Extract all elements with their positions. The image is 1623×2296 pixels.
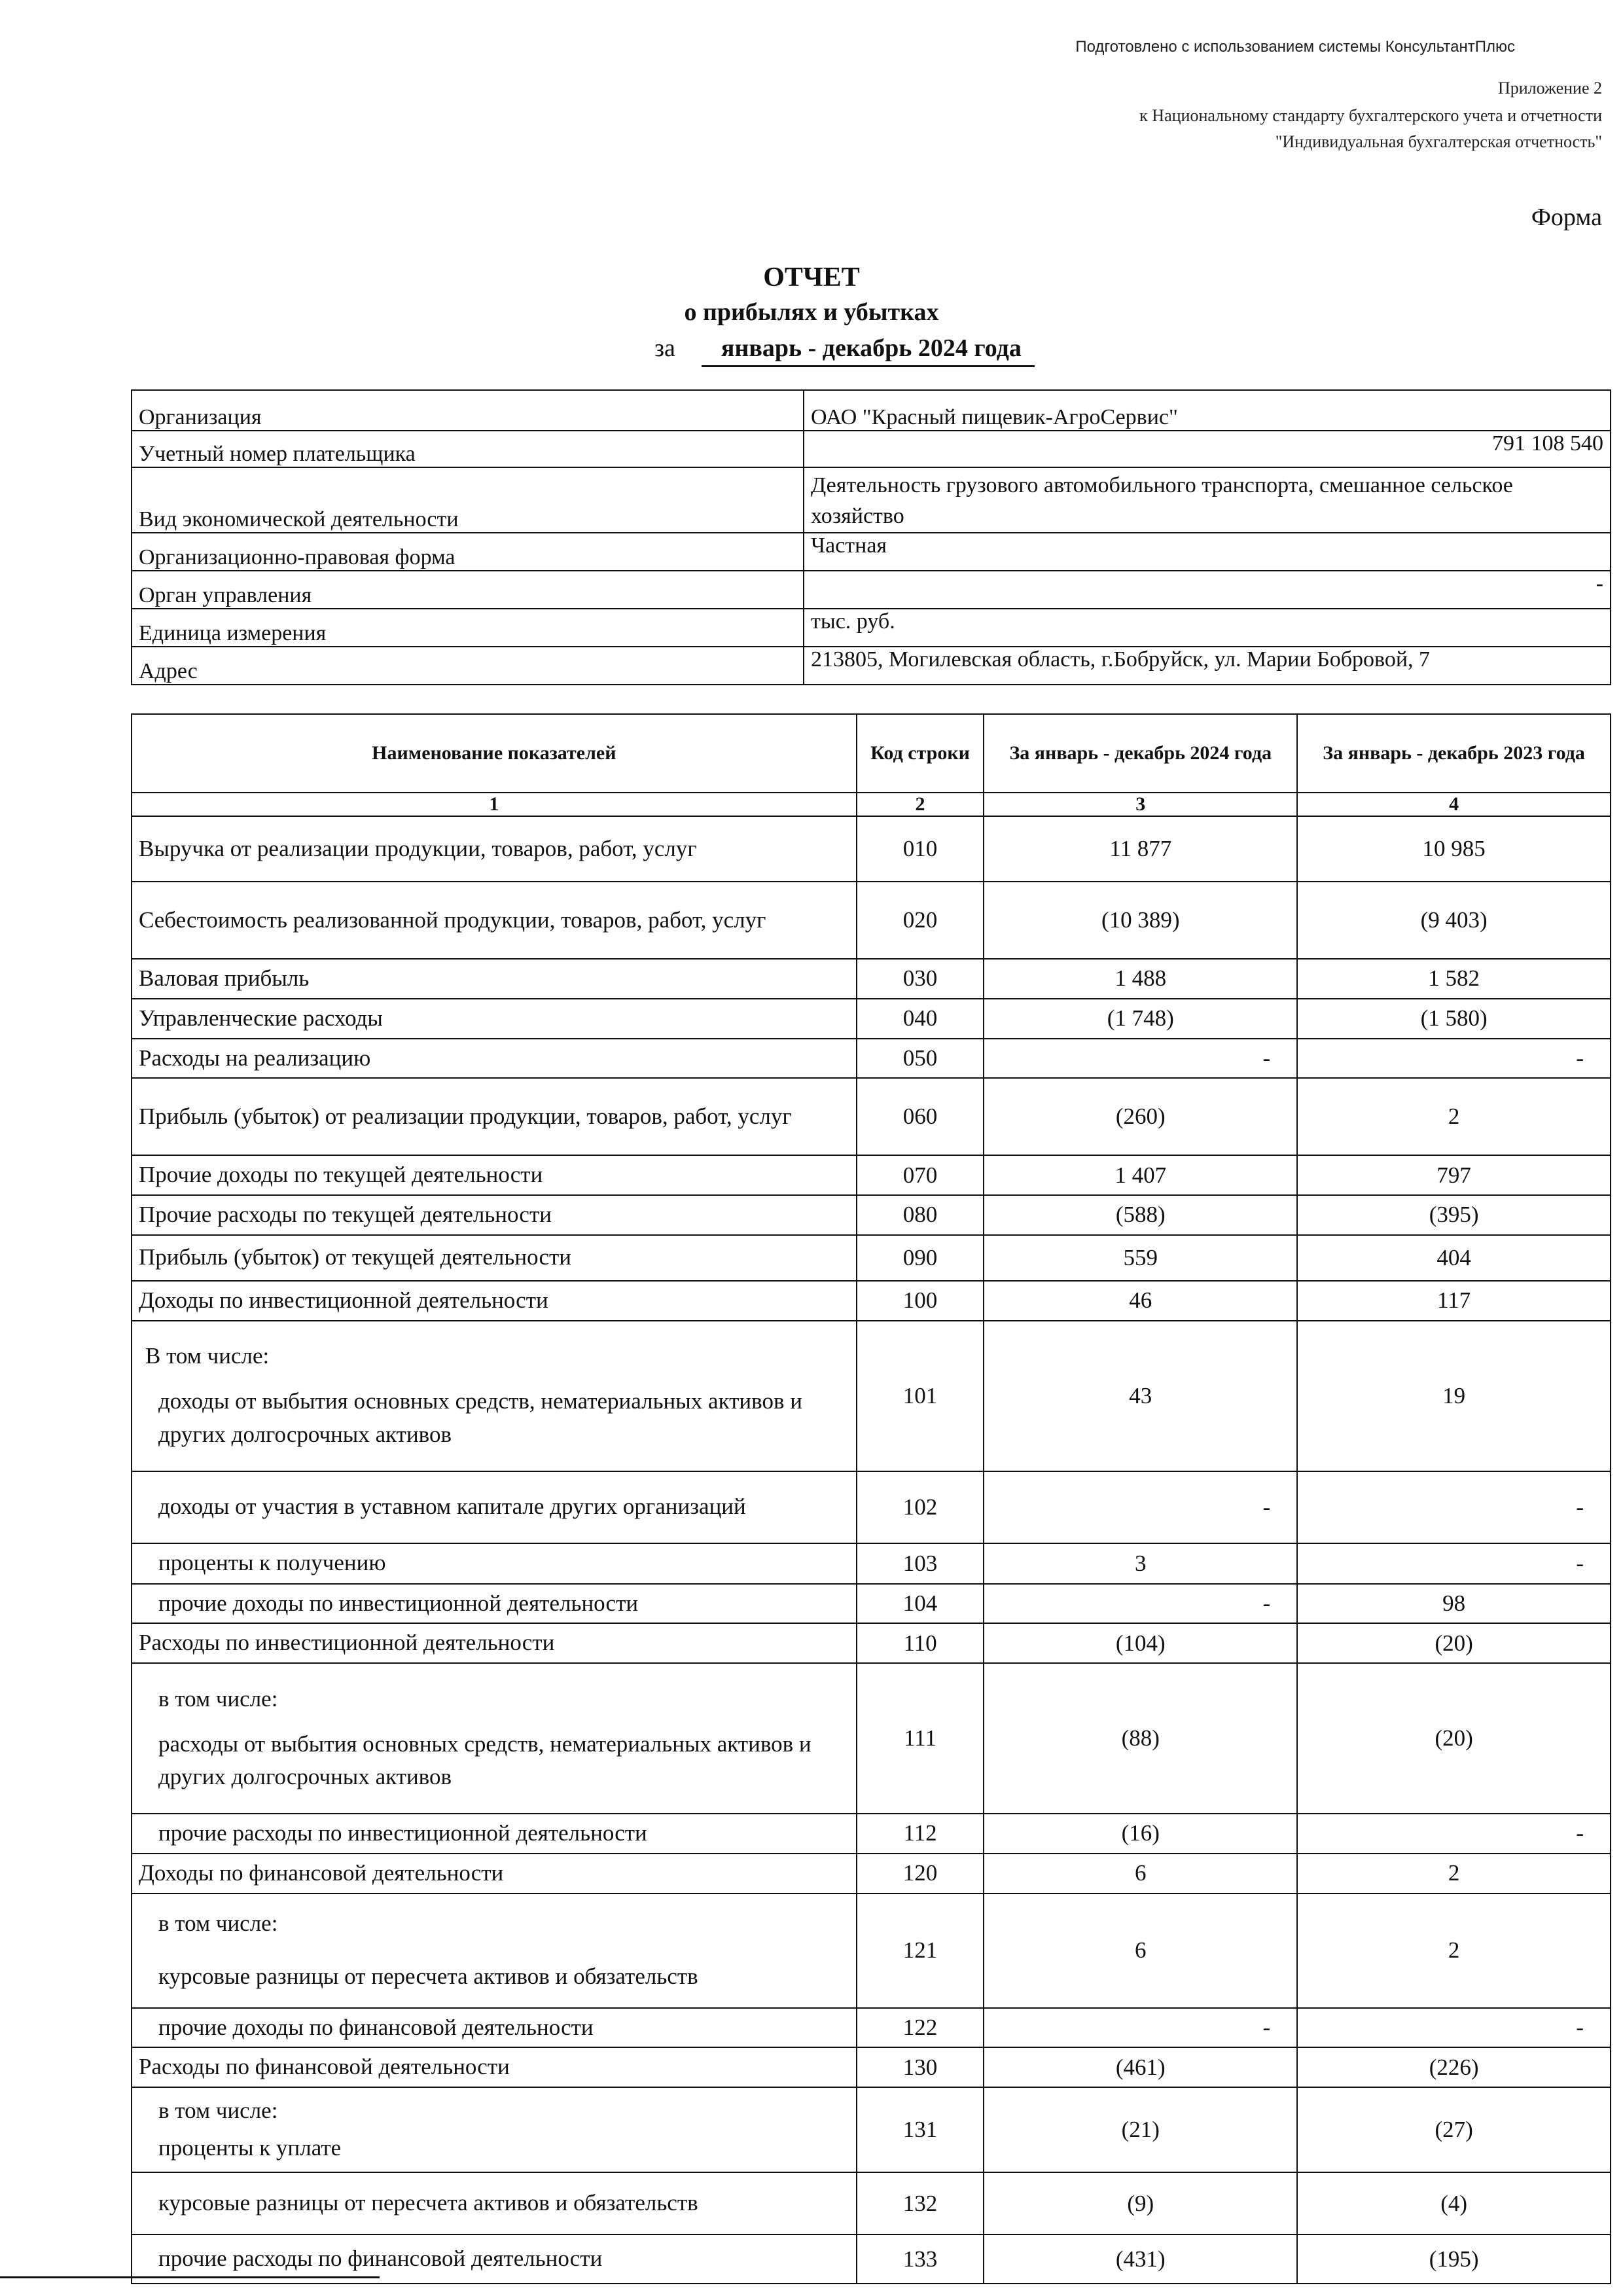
row-previous: (9 403) — [1297, 882, 1611, 959]
table-row — [132, 1663, 1611, 1814]
row-code: 100 — [857, 1281, 984, 1321]
info-label: Организация — [132, 390, 804, 431]
table-row — [132, 959, 1611, 999]
info-label: Орган управления — [132, 571, 804, 609]
row-name: Прочие расходы по текущей деятельности — [132, 1195, 857, 1235]
row-code: 122 — [857, 2008, 984, 2048]
info-row — [132, 609, 1611, 647]
row-name: Расходы на реализацию — [132, 1039, 857, 1079]
row-group-label: в том числе: — [158, 1685, 278, 1712]
row-current: 3 — [984, 1543, 1297, 1584]
row-name: Прочие доходы по текущей деятельности — [132, 1155, 857, 1195]
row-subname: курсовые разницы от пересчета активов и обязательств — [158, 1964, 698, 1989]
report-subtitle: о прибылях и убытках — [684, 298, 939, 326]
info-value: Деятельность грузового автомобильного транспорта, смешанное сельское хозяйство — [804, 467, 1611, 533]
table-row — [132, 1281, 1611, 1321]
row-previous: - — [1297, 2008, 1611, 2048]
row-current: (1 748) — [984, 999, 1297, 1039]
row-code: 101 — [857, 1321, 984, 1471]
table-row — [132, 1155, 1611, 1195]
row-code: 090 — [857, 1235, 984, 1281]
row-previous: 2 — [1297, 1854, 1611, 1893]
row-previous: 797 — [1297, 1155, 1611, 1195]
row-code: 102 — [857, 1471, 984, 1543]
report-title: ОТЧЕТ — [763, 262, 860, 293]
row-group-label: в том числе: — [158, 2098, 278, 2124]
row-name: проценты к получению — [132, 1543, 857, 1584]
table-row — [132, 2087, 1611, 2172]
row-previous: 2 — [1297, 1893, 1611, 2008]
row-current: (431) — [984, 2234, 1297, 2284]
table-row — [132, 1893, 1611, 2008]
row-current: (461) — [984, 2047, 1297, 2087]
row-code: 112 — [857, 1814, 984, 1854]
consultant-note: Подготовлено с использованием системы КонсультантПлюс — [1075, 38, 1515, 56]
row-name — [132, 1893, 857, 2008]
table-row — [132, 1471, 1611, 1543]
row-code: 040 — [857, 999, 984, 1039]
row-code: 080 — [857, 1195, 984, 1235]
row-previous: 117 — [1297, 1281, 1611, 1321]
row-subname: доходы от выбытия основных средств, нематериальных активов и других долгосрочных активов — [158, 1388, 802, 1447]
row-previous: (4) — [1297, 2172, 1611, 2234]
row-previous: - — [1297, 1543, 1611, 1584]
row-previous: (27) — [1297, 2087, 1611, 2172]
row-current: 1 488 — [984, 959, 1297, 999]
row-current: (588) — [984, 1195, 1297, 1235]
row-code: 133 — [857, 2234, 984, 2284]
organization-info-table — [131, 389, 1611, 685]
row-current: - — [984, 1471, 1297, 1543]
row-subname: расходы от выбытия основных средств, нематериальных активов и других долгосрочных активов — [158, 1731, 812, 1790]
row-code: 010 — [857, 816, 984, 882]
row-previous: 98 — [1297, 1584, 1611, 1624]
row-name — [132, 1321, 857, 1471]
row-name: Себестоимость реализованной продукции, товаров, работ, услуг — [132, 882, 857, 959]
row-code: 104 — [857, 1584, 984, 1624]
income-statement-table — [131, 713, 1611, 2284]
row-previous: (226) — [1297, 2047, 1611, 2087]
row-current: - — [984, 1039, 1297, 1079]
row-current: (260) — [984, 1078, 1297, 1155]
row-previous: 19 — [1297, 1321, 1611, 1471]
header-previous-period: За январь - декабрь 2023 года — [1297, 714, 1611, 793]
row-previous: (195) — [1297, 2234, 1611, 2284]
info-label: Вид экономической деятельности — [132, 467, 804, 533]
row-code: 121 — [857, 1893, 984, 2008]
row-group-label: в том числе: — [158, 1910, 278, 1937]
row-current: 6 — [984, 1893, 1297, 2008]
table-row — [132, 2008, 1611, 2048]
row-previous: 1 582 — [1297, 959, 1611, 999]
info-row — [132, 467, 1611, 533]
row-code: 132 — [857, 2172, 984, 2234]
info-label: Организационно-правовая форма — [132, 533, 804, 571]
row-name: Прибыль (убыток) от реализации продукции, товаров, работ, услуг — [132, 1078, 857, 1155]
info-row — [132, 431, 1611, 467]
column-number: 1 — [132, 793, 857, 816]
column-number: 3 — [984, 793, 1297, 816]
row-code: 110 — [857, 1623, 984, 1663]
row-current: - — [984, 2008, 1297, 2048]
standard-line-2: "Индивидуальная бухгалтерская отчетность" — [1275, 132, 1602, 151]
row-current: (16) — [984, 1814, 1297, 1854]
row-name: Доходы по финансовой деятельности — [132, 1854, 857, 1893]
row-previous: (20) — [1297, 1623, 1611, 1663]
row-previous: (395) — [1297, 1195, 1611, 1235]
row-code: 120 — [857, 1854, 984, 1893]
row-code: 130 — [857, 2047, 984, 2087]
header-current-period: За январь - декабрь 2024 года — [984, 714, 1297, 793]
row-previous: (1 580) — [1297, 999, 1611, 1039]
row-current: 6 — [984, 1854, 1297, 1893]
row-code: 050 — [857, 1039, 984, 1079]
row-name: прочие доходы по финансовой деятельности — [132, 2008, 857, 2048]
row-previous: 2 — [1297, 1078, 1611, 1155]
info-row — [132, 647, 1611, 685]
table-row — [132, 1078, 1611, 1155]
info-label: Адрес — [132, 647, 804, 685]
row-current: - — [984, 1584, 1297, 1624]
row-current: (9) — [984, 2172, 1297, 2234]
table-row — [132, 2172, 1611, 2234]
info-value: - — [804, 571, 1611, 609]
table-row — [132, 1814, 1611, 1854]
row-code: 131 — [857, 2087, 984, 2172]
row-name: Расходы по финансовой деятельности — [132, 2047, 857, 2087]
row-name: доходы от участия в уставном капитале других организаций — [132, 1471, 857, 1543]
info-label: Учетный номер плательщика — [132, 431, 804, 467]
info-value: ОАО "Красный пищевик-АгроСервис" — [804, 390, 1611, 431]
info-value: 213805, Могилевская область, г.Бобруйск, ул. Марии Бобровой, 7 — [804, 647, 1611, 685]
table-row — [132, 999, 1611, 1039]
row-name: Валовая прибыль — [132, 959, 857, 999]
row-code: 070 — [857, 1155, 984, 1195]
table-row — [132, 1039, 1611, 1079]
row-name: Выручка от реализации продукции, товаров, работ, услуг — [132, 816, 857, 882]
row-code: 020 — [857, 882, 984, 959]
header-name: Наименование показателей — [132, 714, 857, 793]
column-number: 4 — [1297, 793, 1611, 816]
row-current: 1 407 — [984, 1155, 1297, 1195]
period-prefix: за — [654, 334, 675, 362]
period-value: январь - декабрь 2024 года — [702, 334, 1035, 367]
row-previous: - — [1297, 1039, 1611, 1079]
table-row — [132, 816, 1611, 882]
forma-label: Форма — [1531, 204, 1602, 231]
row-group-label: В том числе: — [145, 1343, 270, 1369]
row-name: курсовые разницы от пересчета активов и обязательств — [132, 2172, 857, 2234]
row-name: прочие расходы по инвестиционной деятельности — [132, 1814, 857, 1854]
table-row — [132, 2047, 1611, 2087]
row-current: (104) — [984, 1623, 1297, 1663]
row-current: 43 — [984, 1321, 1297, 1471]
row-code: 103 — [857, 1543, 984, 1584]
row-previous: (20) — [1297, 1663, 1611, 1814]
row-name: прочие расходы по финансовой деятельности — [132, 2234, 857, 2284]
table-row — [132, 1543, 1611, 1584]
table-row — [132, 882, 1611, 959]
table-row — [132, 1321, 1611, 1471]
row-name: Расходы по инвестиционной деятельности — [132, 1623, 857, 1663]
table-header-row — [132, 714, 1611, 793]
row-current: (21) — [984, 2087, 1297, 2172]
row-name: Управленческие расходы — [132, 999, 857, 1039]
info-value: тыс. руб. — [804, 609, 1611, 647]
row-subname: проценты к уплате — [158, 2135, 342, 2161]
info-row — [132, 533, 1611, 571]
row-code: 030 — [857, 959, 984, 999]
row-name — [132, 1663, 857, 1814]
table-row — [132, 1584, 1611, 1624]
table-row — [132, 1854, 1611, 1893]
table-row — [132, 1623, 1611, 1663]
row-code: 111 — [857, 1663, 984, 1814]
row-current: (88) — [984, 1663, 1297, 1814]
column-number-row — [132, 793, 1611, 816]
row-current: 11 877 — [984, 816, 1297, 882]
row-current: 46 — [984, 1281, 1297, 1321]
info-value: Частная — [804, 533, 1611, 571]
standard-line-1: к Национальному стандарту бухгалтерского учета и отчетности — [1139, 106, 1602, 125]
table-row — [132, 1195, 1611, 1235]
row-previous: - — [1297, 1814, 1611, 1854]
row-code: 060 — [857, 1078, 984, 1155]
row-previous: - — [1297, 1471, 1611, 1543]
row-current: (10 389) — [984, 882, 1297, 959]
column-number: 2 — [857, 793, 984, 816]
row-previous: 404 — [1297, 1235, 1611, 1281]
row-name — [132, 2087, 857, 2172]
footer-rule — [0, 2276, 380, 2278]
info-label: Единица измерения — [132, 609, 804, 647]
row-previous: 10 985 — [1297, 816, 1611, 882]
report-period — [654, 334, 1035, 367]
appendix-label: Приложение 2 — [1497, 79, 1602, 98]
header-code: Код строки — [857, 714, 984, 793]
info-row — [132, 390, 1611, 431]
info-value: 791 108 540 — [804, 431, 1611, 467]
info-row — [132, 571, 1611, 609]
row-name: Доходы по инвестиционной деятельности — [132, 1281, 857, 1321]
table-row — [132, 1235, 1611, 1281]
row-name: прочие доходы по инвестиционной деятельности — [132, 1584, 857, 1624]
row-current: 559 — [984, 1235, 1297, 1281]
row-name: Прибыль (убыток) от текущей деятельности — [132, 1235, 857, 1281]
